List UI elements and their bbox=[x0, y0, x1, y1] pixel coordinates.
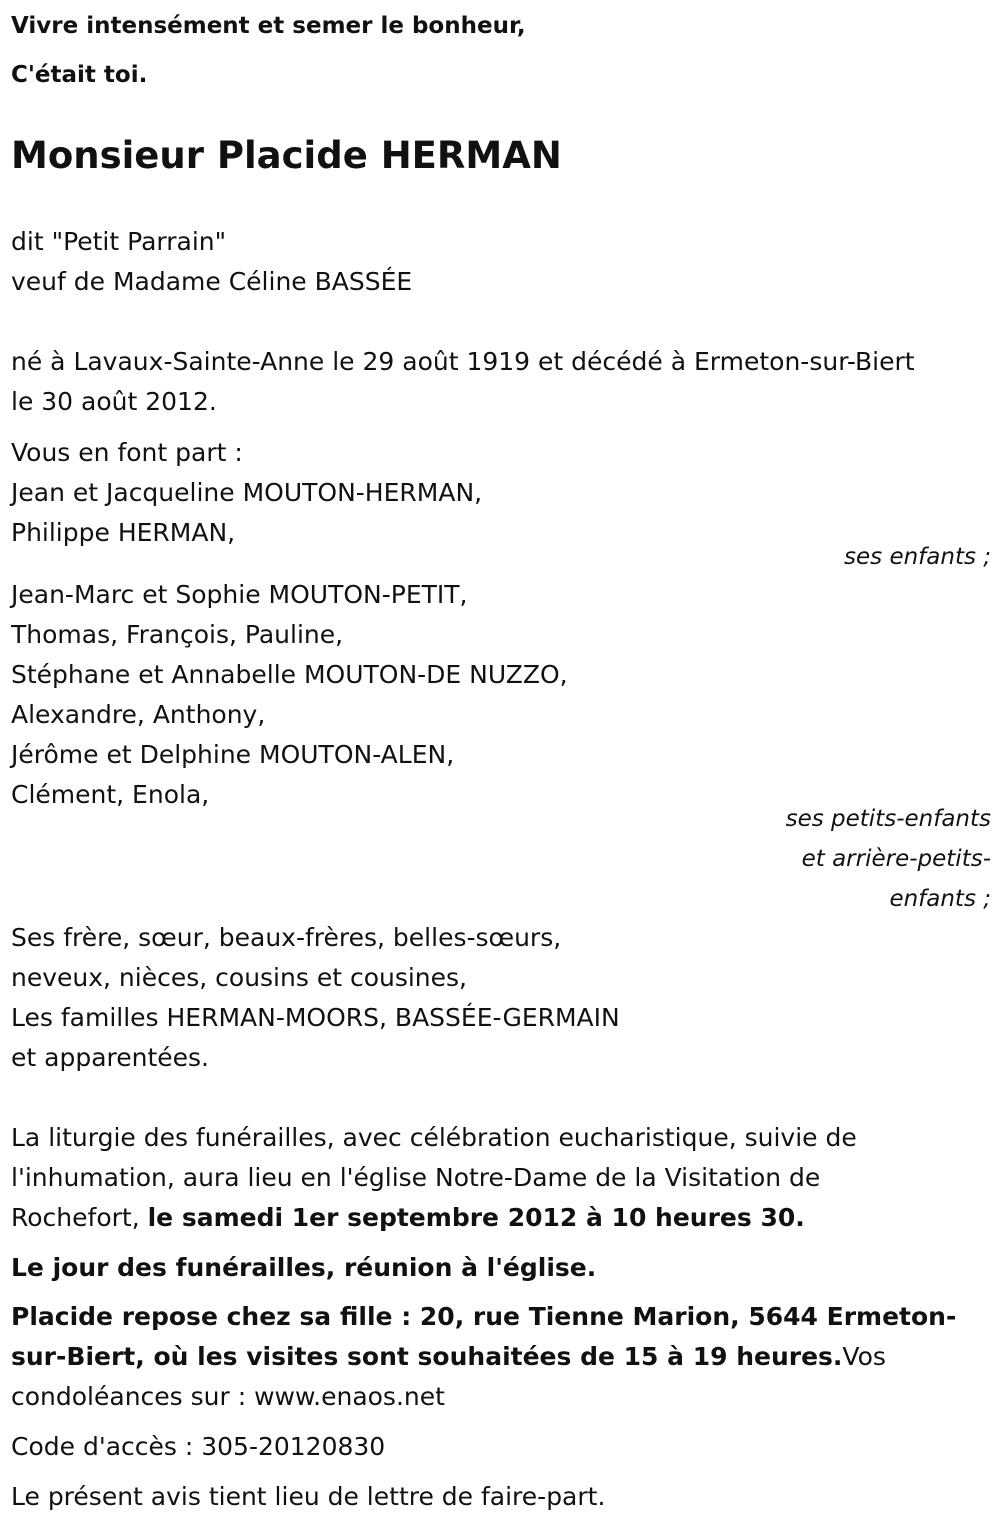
page-title: Monsieur Placide HERMAN bbox=[11, 134, 562, 177]
access-code: Code d'accès : 305-20120830 bbox=[11, 1432, 386, 1461]
quote-line-1: Vivre intensément et semer le bonheur, bbox=[11, 13, 526, 39]
grandchildren-label: enfants ; bbox=[889, 886, 991, 912]
grandchild-entry: Thomas, François, Pauline, bbox=[11, 620, 344, 649]
visit-hours: sur-Biert, où les visites sont souhaitées de 15 à 19 heures. bbox=[11, 1342, 843, 1371]
nickname: dit "Petit Parrain" bbox=[11, 227, 227, 256]
relatives-line: Ses frère, sœur, beaux-frères, belles-sœurs, bbox=[11, 923, 562, 952]
child-entry: Jean et Jacqueline MOUTON-HERMAN, bbox=[11, 478, 483, 507]
relatives-line: Les familles HERMAN-MOORS, BASSÉE-GERMAIN bbox=[11, 1003, 620, 1032]
relatives-line: et apparentées. bbox=[11, 1043, 209, 1072]
liturgy-line-1: La liturgie des funérailles, avec célébration eucharistique, suivie de bbox=[11, 1123, 857, 1152]
grandchild-entry: Stéphane et Annabelle MOUTON-DE NUZZO, bbox=[11, 660, 568, 689]
repose-line-1: Placide repose chez sa fille : 20, rue Tienne Marion, 5644 Ermeton- bbox=[11, 1302, 957, 1331]
repose-line-2 bbox=[11, 1341, 886, 1373]
liturgy-date: le samedi 1er septembre 2012 à 10 heures 30. bbox=[147, 1203, 805, 1232]
relatives-line: neveux, nièces, cousins et cousines, bbox=[11, 963, 468, 992]
liturgy-place: Rochefort, bbox=[11, 1203, 148, 1232]
grandchild-entry: Jean-Marc et Sophie MOUTON-PETIT, bbox=[11, 580, 468, 609]
birth-death-line-1: né à Lavaux-Sainte-Anne le 29 août 1919 et décédé à Ermeton-sur-Biert bbox=[11, 347, 915, 376]
footer-note: Le présent avis tient lieu de lettre de faire-part. bbox=[11, 1482, 606, 1511]
condolences-line: condoléances sur : www.enaos.net bbox=[11, 1382, 445, 1411]
spouse: veuf de Madame Céline BASSÉE bbox=[11, 267, 413, 296]
birth-death-line-2: le 30 août 2012. bbox=[11, 387, 217, 416]
liturgy-line-3 bbox=[11, 1202, 805, 1234]
grandchildren-label: et arrière-petits- bbox=[801, 846, 991, 872]
liturgy-line-2: l'inhumation, aura lieu en l'église Notre-Dame de la Visitation de bbox=[11, 1163, 821, 1192]
grandchild-entry: Clément, Enola, bbox=[11, 780, 210, 809]
child-entry: Philippe HERMAN, bbox=[11, 518, 236, 547]
grandchild-entry: Jérôme et Delphine MOUTON-ALEN, bbox=[11, 740, 455, 769]
condolences-prefix: Vos bbox=[842, 1342, 886, 1371]
grandchild-entry: Alexandre, Anthony, bbox=[11, 700, 266, 729]
grandchildren-label: ses petits-enfants bbox=[785, 806, 991, 832]
children-label: ses enfants ; bbox=[844, 544, 991, 570]
quote-line-2: C'était toi. bbox=[11, 62, 148, 88]
meeting-note: Le jour des funérailles, réunion à l'église. bbox=[11, 1253, 597, 1282]
announce-intro: Vous en font part : bbox=[11, 438, 243, 467]
